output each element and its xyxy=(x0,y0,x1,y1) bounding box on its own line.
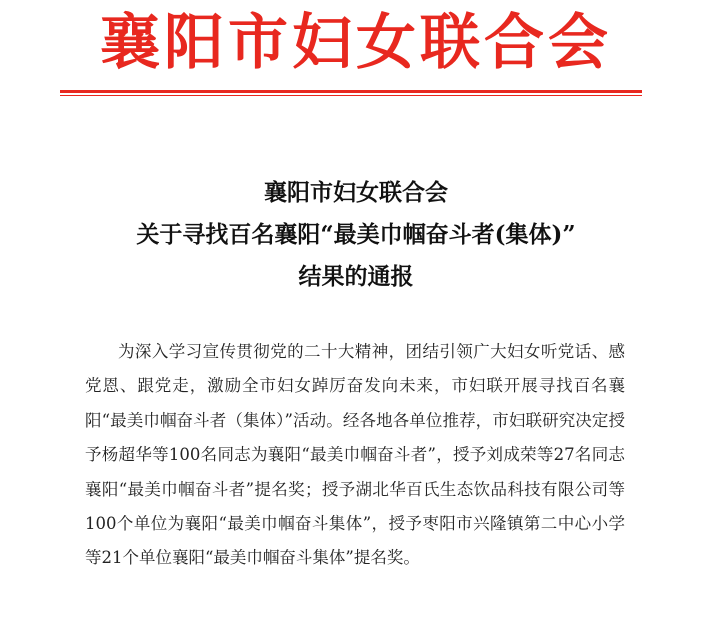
title-line-3: 结果的通报 xyxy=(298,263,414,290)
org-masthead: 襄阳市妇女联合会 xyxy=(100,8,612,78)
title-line-1: 襄阳市妇女联合会 xyxy=(264,179,448,206)
masthead-rule-thin xyxy=(60,95,642,96)
masthead-rule-thick xyxy=(60,90,642,93)
document-title xyxy=(0,172,712,298)
body-paragraph: 为深入学习宣传贯彻党的二十大精神，团结引领广大妇女听党话、感党恩、跟党走，激励全市妇女踔厉奋发向未来，市妇联开展寻找百名襄阳“最美巾帼奋斗者（集体）”活动。经各地各单位推荐，市妇联研究决定授予杨超华等100名同志为襄阳“最美巾帼奋斗者”，授予刘成荣等27名同志襄阳“最美巾帼奋斗者”提名奖；授予湖北华百氏生态饮品科技有限公司等100个单位为襄阳“最美巾帼奋斗集体”，授予枣阳市兴隆镇第二中心小学等21个单位襄阳“最美巾帼奋斗集体”提名奖。 xyxy=(85,342,625,568)
title-line-2: 关于寻找百名襄阳“最美巾帼奋斗者(集体)” xyxy=(136,221,576,248)
